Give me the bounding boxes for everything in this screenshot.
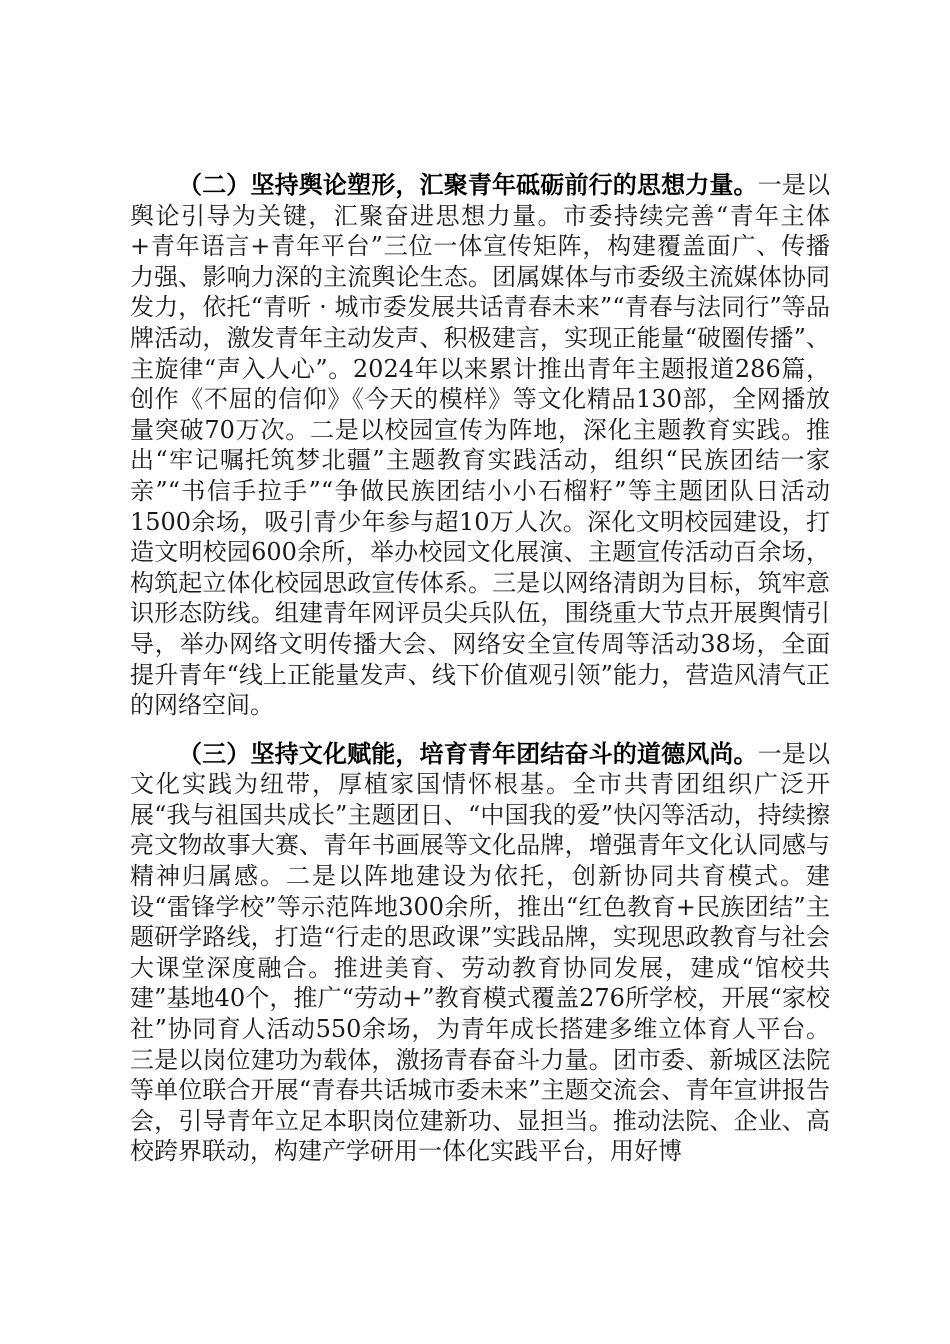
section-heading-3: （三）坚持文化赋能，培育青年团结奋斗的道德风尚。 bbox=[178, 739, 758, 768]
document-body bbox=[130, 170, 830, 1167]
section-heading-2: （二）坚持舆论塑形，汇聚青年砥砺前行的思想力量。 bbox=[178, 171, 758, 199]
paragraph-section-2 bbox=[130, 170, 830, 721]
paragraph-section-3 bbox=[130, 739, 830, 1167]
section-body-2: 一是以舆论引导为关键，汇聚奋进思想力量。市委持续完善“青年主体+青年语言+青年平台”三位一体宣传矩阵，构建覆盖面广、传播力强、影响力深的主流舆论生态。团属媒体与市委级主流媒体协同发力，依托“青听 · 城市委发展共话青春未来”“青春与法同行”等品牌活动，激发青年主动发声、积极建言，实现正能量“破圈传播”、主旋律“声入人心”。2024年以来累计推出青年主题报道286篇，创作《不屈的信仰》《今天的模样》等文化精品130部，全网播放量突破70万次。二是以校园宣传为阵地，深化主题教育实践。推出“牢记嘱托筑梦北疆”主题教育实践活动，组织“民族团结一家亲”“书信手拉手”“争做民族团结小小石榴籽”等主题团队日活动1500余场，吸引青少年参与超10万人次。深化文明校园建设，打造文明校园600余所，举办校园文化展演、主题宣传活动百余场，构筑起立体化校园思政宣传体系。三是以网络清朗为目标，筑牢意识形态防线。组建青年网评员尖兵队伍，围绕重大节点开展舆情引导，举办网络文明传播大会、网络安全宣传周等活动38场，全面提升青年“线上正能量发声、线下价值观引领”能力，营造风清气正的网络空间。 bbox=[130, 171, 831, 720]
section-body-3: 一是以文化实践为纽带，厚植家国情怀根基。全市共青团组织广泛开展“我与祖国共成长”主题团日、“中国我的爱”快闪等活动，持续擦亮文物故事大赛、青年书画展等文化品牌，增强青年文化认同感与精神归属感。二是以阵地建设为依托，创新协同共育模式。建设“雷锋学校”等示范阵地300余所，推出“红色教育+民族团结”主题研学路线，打造“行走的思政课”实践品牌，实现思政教育与社会大课堂深度融合。推进美育、劳动教育协同发展，建成“馆校共建”基地40个，推广“劳动+”教育模式覆盖276所学校，开展“家校社”协同育人活动550余场，为青年成长搭建多维立体育人平台。三是以岗位建功为载体，激扬青春奋斗力量。团市委、新城区法院等单位联合开展“青春共话城市委未来”主题交流会、青年宣讲报告会，引导青年立足本职岗位建新功、显担当。推动法院、企业、高校跨界联动，构建产学研用一体化实践平台，用好博 bbox=[130, 739, 831, 1166]
